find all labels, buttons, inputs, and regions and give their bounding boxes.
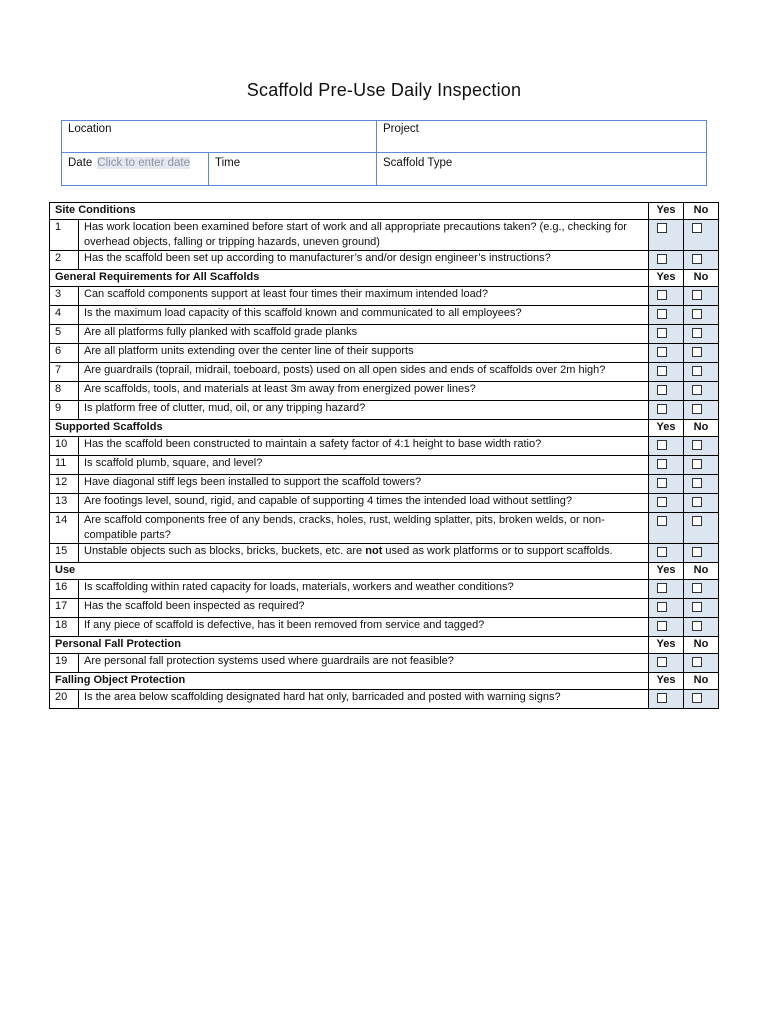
yes-cell [649,580,684,599]
yes-cell [649,287,684,306]
no-checkbox[interactable] [692,404,702,414]
section-header-row [50,637,719,654]
scaffold-type-label: Scaffold Type [383,157,453,169]
yes-column-header: Yes [649,673,684,690]
yes-checkbox[interactable] [657,385,667,395]
no-checkbox[interactable] [692,309,702,319]
date-label: Date [68,157,93,169]
checklist-row [50,251,719,270]
no-checkbox[interactable] [692,602,702,612]
yes-checkbox[interactable] [657,404,667,414]
yes-cell [649,599,684,618]
yes-checkbox[interactable] [657,693,667,703]
section-title: Supported Scaffolds [50,420,649,437]
yes-column-header: Yes [649,637,684,654]
item-question: Are scaffolds, tools, and materials at least 3m away from energized power lines? [79,382,649,401]
checklist-row [50,344,719,363]
scaffold-type-field[interactable] [377,153,707,186]
location-field[interactable] [62,121,377,153]
yes-checkbox[interactable] [657,290,667,300]
no-column-header: No [684,203,719,220]
item-number: 9 [50,401,79,420]
checklist-row [50,437,719,456]
item-number: 19 [50,654,79,673]
checklist-row [50,325,719,344]
item-number: 13 [50,494,79,513]
yes-checkbox[interactable] [657,621,667,631]
item-question: Can scaffold components support at least four times their maximum intended load? [79,287,649,306]
no-checkbox[interactable] [692,385,702,395]
no-cell [684,456,719,475]
item-number: 17 [50,599,79,618]
no-checkbox[interactable] [692,497,702,507]
checklist-row [50,618,719,637]
no-checkbox[interactable] [692,328,702,338]
yes-checkbox[interactable] [657,583,667,593]
item-number: 14 [50,513,79,544]
yes-cell [649,382,684,401]
no-column-header: No [684,270,719,287]
no-column-header: No [684,563,719,580]
yes-cell [649,618,684,637]
item-question: If any piece of scaffold is defective, has it been removed from service and tagged? [79,618,649,637]
no-checkbox[interactable] [692,657,702,667]
no-cell [684,344,719,363]
section-title: Falling Object Protection [50,673,649,690]
checklist-row [50,513,719,544]
no-cell [684,363,719,382]
section-title: Site Conditions [50,203,649,220]
item-number: 4 [50,306,79,325]
no-cell [684,494,719,513]
yes-checkbox[interactable] [657,309,667,319]
item-number: 7 [50,363,79,382]
yes-checkbox[interactable] [657,254,667,264]
no-cell [684,618,719,637]
no-cell [684,580,719,599]
checklist-row [50,363,719,382]
no-checkbox[interactable] [692,516,702,526]
project-label: Project [383,123,419,135]
no-cell [684,654,719,673]
no-cell [684,382,719,401]
yes-cell [649,437,684,456]
question-emphasis: not [365,545,383,557]
no-checkbox[interactable] [692,366,702,376]
item-number: 11 [50,456,79,475]
yes-checkbox[interactable] [657,459,667,469]
item-question: Are scaffold components free of any bends, cracks, holes, rust, welding splatter, pits, broken welds, or non-compatible parts? [79,513,649,544]
checklist-row [50,287,719,306]
item-number: 2 [50,251,79,270]
no-cell [684,401,719,420]
item-question: Is scaffold plumb, square, and level? [79,456,649,475]
item-question [79,544,649,563]
item-question: Has the scaffold been constructed to maintain a safety factor of 4:1 height to base width ratio? [79,437,649,456]
no-cell [684,513,719,544]
checklist-row [50,599,719,618]
no-checkbox[interactable] [692,440,702,450]
no-checkbox[interactable] [692,347,702,357]
section-header-row [50,420,719,437]
no-cell [684,306,719,325]
yes-cell [649,494,684,513]
yes-checkbox[interactable] [657,366,667,376]
item-question: Are all platforms fully planked with scaffold grade planks [79,325,649,344]
section-header-row [50,563,719,580]
no-column-header: No [684,637,719,654]
yes-cell [649,475,684,494]
item-number: 18 [50,618,79,637]
section-header-row [50,673,719,690]
item-question: Is the maximum load capacity of this scaffold known and communicated to all employees? [79,306,649,325]
item-number: 10 [50,437,79,456]
date-picker-placeholder[interactable]: Click to enter date [97,157,190,169]
checklist-row [50,475,719,494]
question-text-part: Unstable objects such as blocks, bricks, buckets, etc. are [84,545,366,557]
yes-cell [649,401,684,420]
no-checkbox[interactable] [692,547,702,557]
time-label: Time [215,157,241,169]
item-question: Is scaffolding within rated capacity for loads, materials, workers and weather conditions? [79,580,649,599]
no-cell [684,544,719,563]
section-title: Use [50,563,649,580]
no-checkbox[interactable] [692,693,702,703]
yes-cell [649,513,684,544]
no-cell [684,287,719,306]
yes-cell [649,544,684,563]
checklist-row [50,456,719,475]
no-checkbox[interactable] [692,621,702,631]
item-number: 8 [50,382,79,401]
yes-column-header: Yes [649,420,684,437]
item-question: Are personal fall protection systems used where guardrails are not feasible? [79,654,649,673]
checklist-row [50,220,719,251]
item-question: Have diagonal stiff legs been installed to support the scaffold towers? [79,475,649,494]
section-title: Personal Fall Protection [50,637,649,654]
yes-cell [649,344,684,363]
yes-cell [649,363,684,382]
yes-checkbox[interactable] [657,440,667,450]
item-question: Has work location been examined before start of work and all appropriate precautions taken? (e.g., checking for overhead objects, falling or tripping hazards, uneven ground) [79,220,649,251]
yes-checkbox[interactable] [657,516,667,526]
yes-column-header: Yes [649,203,684,220]
yes-cell [649,325,684,344]
item-question: Is the area below scaffolding designated hard hat only, barricaded and posted with warning signs? [79,690,649,709]
yes-checkbox[interactable] [657,478,667,488]
yes-checkbox[interactable] [657,602,667,612]
yes-cell [649,220,684,251]
section-header-row [50,203,719,220]
yes-column-header: Yes [649,270,684,287]
item-question: Are footings level, sound, rigid, and capable of supporting 4 times the intended load without settling? [79,494,649,513]
page-title: Scaffold Pre-Use Daily Inspection [246,80,522,100]
checklist-row [50,654,719,673]
item-number: 1 [50,220,79,251]
yes-checkbox[interactable] [657,547,667,557]
no-cell [684,220,719,251]
no-checkbox[interactable] [692,459,702,469]
date-field [62,153,209,186]
no-checkbox[interactable] [692,254,702,264]
item-question: Has the scaffold been set up according to manufacturer’s and/or design engineer’s instructions? [79,251,649,270]
time-field[interactable] [209,153,377,186]
yes-checkbox[interactable] [657,497,667,507]
no-cell [684,437,719,456]
no-column-header: No [684,673,719,690]
no-checkbox[interactable] [692,223,702,233]
yes-cell [649,690,684,709]
item-question: Is platform free of clutter, mud, oil, or any tripping hazard? [79,401,649,420]
yes-checkbox[interactable] [657,347,667,357]
yes-column-header: Yes [649,563,684,580]
no-cell [684,325,719,344]
no-checkbox[interactable] [692,478,702,488]
yes-checkbox[interactable] [657,328,667,338]
checklist-row [50,580,719,599]
item-number: 12 [50,475,79,494]
checklist-row [50,306,719,325]
no-checkbox[interactable] [692,583,702,593]
location-label: Location [68,123,112,135]
section-title: General Requirements for All Scaffolds [50,270,649,287]
no-cell [684,599,719,618]
checklist-row [50,401,719,420]
section-header-row [50,270,719,287]
yes-checkbox[interactable] [657,223,667,233]
item-question: Has the scaffold been inspected as required? [79,599,649,618]
no-cell [684,690,719,709]
item-number: 16 [50,580,79,599]
yes-cell [649,456,684,475]
question-text-part: used as work platforms or to support scaffolds. [382,545,613,557]
item-number: 3 [50,287,79,306]
checklist-row [50,544,719,563]
inspection-checklist-table [49,202,719,709]
item-question: Are guardrails (toprail, midrail, toeboard, posts) used on all open sides and ends of scaffolds over 2m high? [79,363,649,382]
yes-checkbox[interactable] [657,657,667,667]
yes-cell [649,654,684,673]
no-cell [684,475,719,494]
item-number: 5 [50,325,79,344]
item-number: 6 [50,344,79,363]
yes-cell [649,306,684,325]
checklist-row [50,382,719,401]
item-question: Are all platform units extending over the center line of their supports [79,344,649,363]
yes-cell [649,251,684,270]
item-number: 15 [50,544,79,563]
no-column-header: No [684,420,719,437]
no-cell [684,251,719,270]
checklist-row [50,494,719,513]
project-field[interactable] [377,121,707,153]
no-checkbox[interactable] [692,290,702,300]
checklist-row [50,690,719,709]
item-number: 20 [50,690,79,709]
header-fields-table [61,120,707,186]
